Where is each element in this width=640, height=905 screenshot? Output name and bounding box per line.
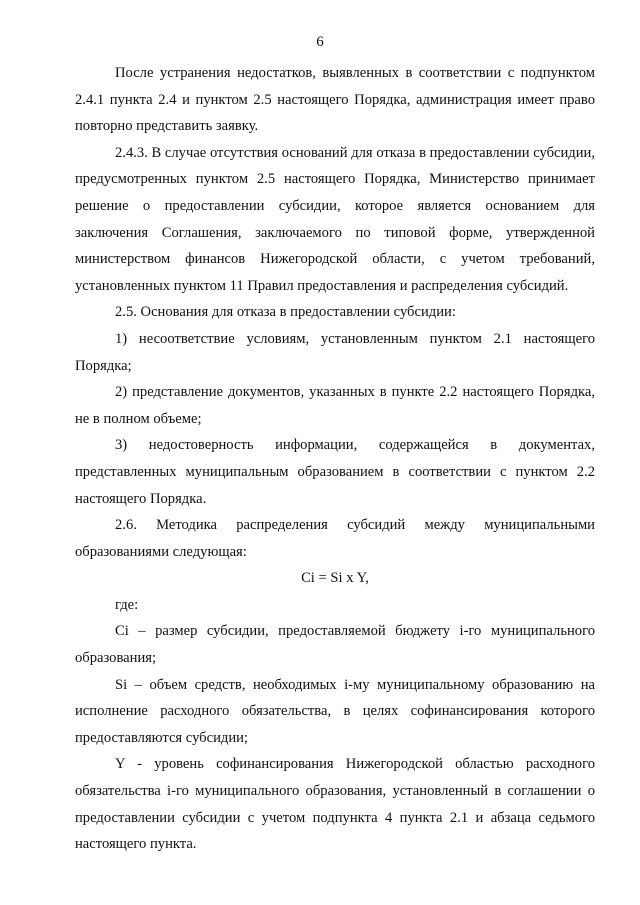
refusal-reason-2: 2) представление документов, указанных в пункте 2.2 настоящего Порядка, не в полном объеме; bbox=[75, 384, 595, 427]
paragraph-2-4-3: 2.4.3. В случае отсутствия оснований для отказа в предоставлении субсидии, предусмотренных пунктом 2.5 настоящего Порядка, Министерство принимает решение о предоставлении субсидии, которое является основанием для заключения Соглашения, заключаемого по типовой форме, утвержденной министерством финансов Нижегородской области, с учетом требований, установленных пунктом 11 Правил предоставления и распределения субсидий. bbox=[75, 144, 595, 294]
distribution-formula: Ci = Si x Y, bbox=[301, 570, 369, 587]
definition-si: Si – объем средств, необходимых i-му муниципальному образованию на исполнение расходного обязательства, в целях софинансирования которого предоставляются субсидии; bbox=[75, 676, 595, 746]
paragraph-resubmission: После устранения недостатков, выявленных в соответствии с подпунктом 2.4.1 пункта 2.4 и пунктом 2.5 настоящего Порядка, администрация имеет право повторно представить заявку. bbox=[75, 65, 595, 135]
definition-ci: Ci – размер субсидии, предоставляемой бюджету i-го муниципального образования; bbox=[75, 623, 595, 667]
document-body bbox=[75, 60, 595, 858]
where-label: где: bbox=[115, 596, 139, 613]
page-number: 6 bbox=[316, 34, 324, 50]
refusal-reason-3: 3) недостоверность информации, содержащейся в документах, представленных муниципальным образованием в соответствии с пунктом 2.2 настоящего Порядка. bbox=[75, 437, 595, 507]
paragraph-2-6-methodology: 2.6. Методика распределения субсидий между муниципальными образованиями следующая: bbox=[75, 517, 595, 560]
paragraph-2-5-heading: 2.5. Основания для отказа в предоставлении субсидии: bbox=[115, 304, 456, 321]
refusal-reason-1: 1) несоответствие условиям, установленным пунктом 2.1 настоящего Порядка; bbox=[75, 330, 595, 374]
definition-y: Y - уровень софинансирования Нижегородской областью расходного обязательства i-го муниципального образования, установленный в соглашении о предоставлении субсидии с учетом подпункта 4 пункта 2.1 и абзаца седьмого настоящего пункта. bbox=[75, 756, 595, 853]
